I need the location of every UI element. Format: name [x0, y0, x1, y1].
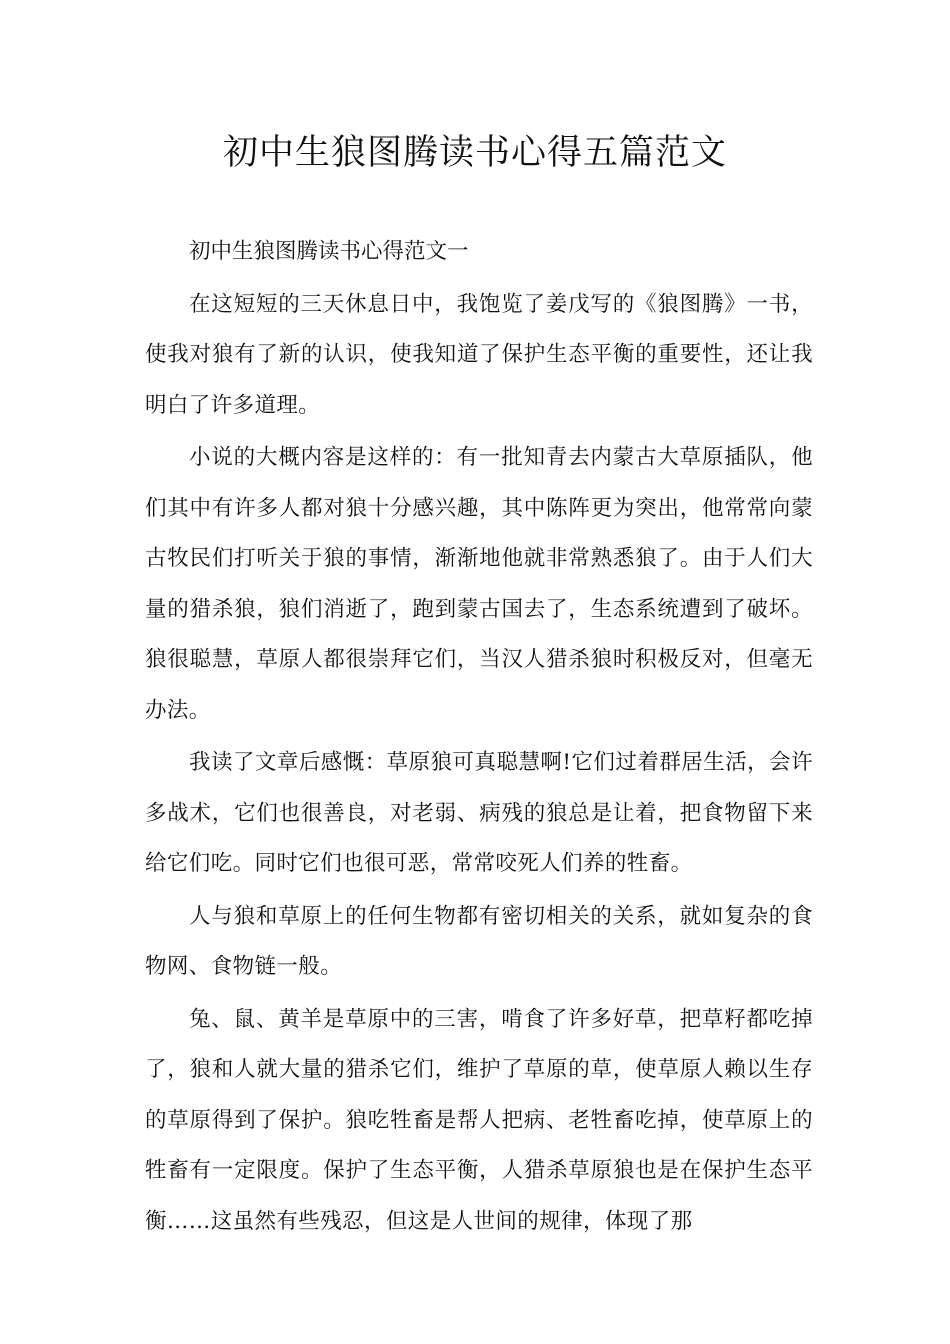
paragraph-4: 人与狼和草原上的任何生物都有密切相关的关系，就如复杂的食物网、食物链一般。 — [145, 903, 813, 979]
paragraph-2: 小说的大概内容是这样的：有一批知青去内蒙古大草原插队，他们其中有许多人都对狼十分感兴趣，其中陈阵更为突出，他常常向蒙古牧民们打听关于狼的事情，渐渐地他就非常熟悉狼了。由于人们大量的猎杀狼，狼们消逝了，跑到蒙古国去了，生态系统遭到了破坏。狼很聪慧，草原人都很崇拜它们，当汉人猎杀狼时积极反对，但毫无办法。 — [145, 445, 813, 723]
section-heading: 初中生狼图腾读书心得范文一 — [189, 239, 469, 264]
paragraph-5: 兔、鼠、黄羊是草原中的三害，啃食了许多好草，把草籽都吃掉了，狼和人就大量的猎杀它们，维护了草原的草，使草原人赖以生存的草原得到了保护。狼吃牲畜是帮人把病、老牲畜吃掉，使草原上的牲畜有一定限度。保护了生态平衡，人猎杀草原狼也是在保护生态平衡……这虽然有些残忍，但这是人世间的规律，体现了那 — [145, 1006, 813, 1234]
paragraph-1: 在这短短的三天休息日中，我饱览了姜戊写的《狼图腾》一书，使我对狼有了新的认识，使我知道了保护生态平衡的重要性，还让我明白了许多道理。 — [145, 291, 813, 418]
document-body — [145, 227, 813, 1249]
paragraph-3: 我读了文章后感慨：草原狼可真聪慧啊!它们过着群居生活，会许多战术，它们也很善良，对老弱、病残的狼总是让着，把食物留下来给它们吃。同时它们也很可恶，常常咬死人们养的牲畜。 — [145, 750, 813, 876]
document-title: 初中生狼图腾读书心得五篇范文 — [222, 133, 727, 173]
